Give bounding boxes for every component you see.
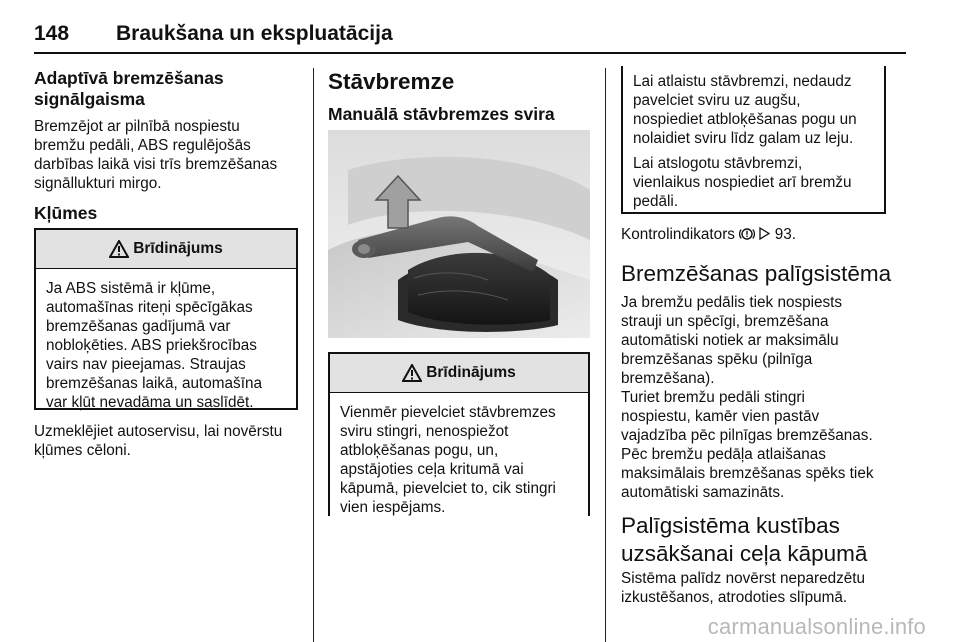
para-brake-assist-2: Turiet bremžu pedāli stingri nospiestu, kamēr vien pastāv vajadzība pēc pilnīgas bremzēšanas. Pēc bremžu pedāļa atlaišanas maksimālais bremzēšanas spēks tiek automātiski samazināts. [621, 389, 874, 501]
para-hill-start-assist: Sistēma palīdz novērst neparedzētu izkustēšanos, atrodoties slīpumā. [621, 570, 866, 606]
watermark: carmanualsonline.info [707, 614, 926, 639]
heading-hill-start-assist: Palīgsistēma kustības uzsākšanai ceļa kāpumā [621, 513, 868, 566]
para-release-brake: Lai atlaistu stāvbremzi, nedaudz pavelciet sviru uz augšu, nospiediet atbloķēšanas pogu un nolaidiet sviru līdz galam uz leju. [633, 73, 857, 147]
page-reference-arrow-icon [759, 227, 770, 240]
column-divider-2 [605, 68, 606, 642]
parking-brake-illustration [328, 130, 590, 338]
continued-warning-box [621, 66, 886, 214]
page-header [34, 20, 906, 54]
warning-header [36, 230, 296, 269]
parking-brake-photo [328, 130, 590, 338]
indicator-line [621, 225, 796, 244]
section-title: Braukšana un ekspluatācija [116, 22, 393, 45]
heading-manual-lever: Manuālā stāvbremzes svira [328, 104, 555, 124]
header-rule [34, 52, 906, 54]
warning-triangle-icon [402, 364, 422, 382]
heading-adaptive-brake-light: Adaptīvā bremzēšanas signālgaisma [34, 68, 224, 109]
heading-brake-assist: Bremzēšanas palīgsistēma [621, 261, 892, 286]
heading-faults: Kļūmes [34, 203, 98, 223]
para-adaptive-brake-light: Bremzējot ar pilnībā nospiestu bremžu pedāli, ABS regulējošās darbības laikā visi trīs bremzēšanas signāllukturi mirgo. [34, 118, 278, 192]
warning-text-abs: Ja ABS sistēmā ir kļūme, automašīnas riteņi spēcīgākas bremzēšanas gadījumā var nobloķēties. ABS priekšrocības vairs nav pieejamas. Straujas bremzēšanas laikā, automašīna var kļūt nevadāma un saslīdēt. [46, 280, 262, 411]
indicator-label: Kontrolindikators [621, 226, 735, 243]
indicator-page-ref: 93. [774, 226, 796, 243]
warning-header [330, 354, 588, 393]
parking-brake-indicator-icon [739, 226, 755, 242]
para-apply-brake: Lai atslogotu stāvbremzi, vienlaikus nospiediet arī bremžu pedāli. [633, 155, 852, 210]
warning-text-parking: Vienmēr pievelciet stāvbremzes sviru stingri, nenospiežot atbloķēšanas pogu, un, apstājoties ceļa kritumā vai kāpumā, pievelciet to, cik stingri vien iespējams. [340, 404, 556, 516]
column-divider-1 [313, 68, 314, 642]
para-service: Uzmeklējiet autoservisu, lai novērstu kļūmes cēloni. [34, 423, 283, 459]
para-brake-assist-1: Ja bremžu pedālis tiek nospiests strauji un spēcīgi, bremzēšana automātiski notiek ar maksimālu bremzēšanas spēku (pilnīga bremzēšana). [621, 294, 843, 387]
warning-label: Brīdinājums [133, 240, 223, 257]
heading-parking-brake: Stāvbremze [328, 69, 455, 94]
page-number: 148 [34, 22, 70, 45]
warning-box-abs [34, 228, 298, 410]
warning-label: Brīdinājums [426, 364, 516, 381]
warning-box-parking [328, 352, 590, 516]
warning-triangle-icon [109, 240, 129, 258]
